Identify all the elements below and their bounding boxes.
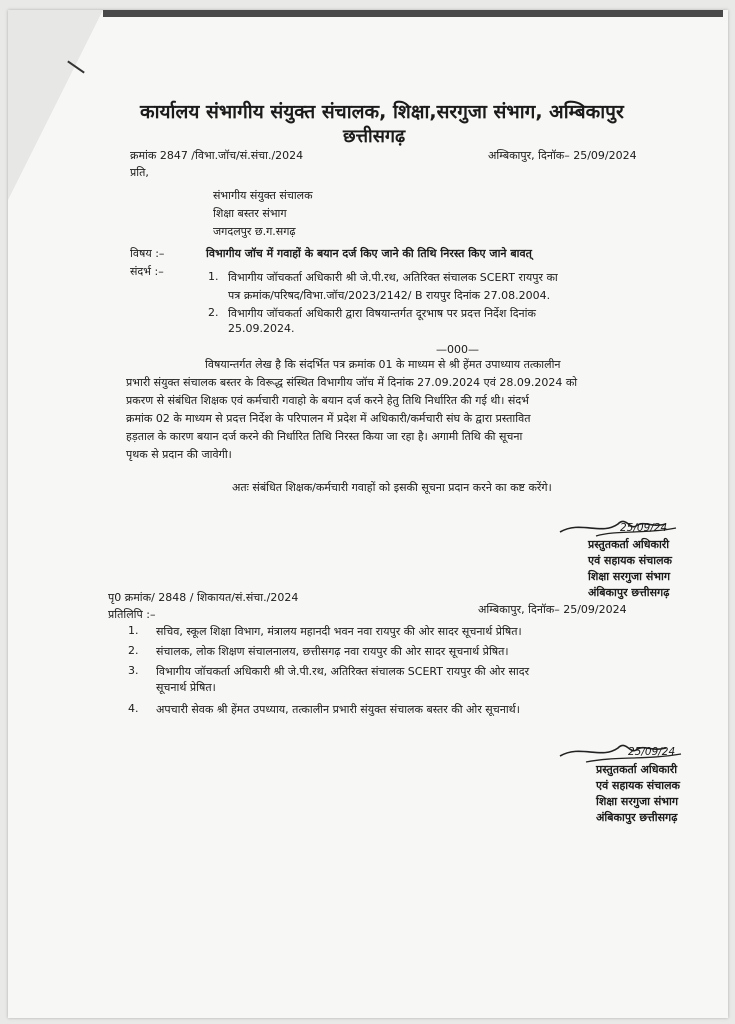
letter-number: क्रमांक 2847 /विभा.जॉच/सं.संचा./2024 (130, 149, 304, 162)
signatory-line: एवं सहायक संचालक (596, 779, 680, 792)
subject-label: विषय :– (130, 247, 165, 260)
signatory-line: एवं सहायक संचालक (588, 554, 672, 567)
prati-label: प्रति, (130, 166, 149, 179)
scan-edge-shadow (103, 10, 723, 17)
body-line: विषयान्तर्गत लेख है कि संदर्भित पत्र क्रमांक 01 के माध्यम से श्री हेंमत उपाध्याय तत्कालीन (205, 358, 561, 371)
copy-num: 1. (128, 624, 139, 637)
body-line: क्रमांक 02 के माध्यम से प्रदत्त निर्देश के परिपालन में प्रदेश में अधिकारी/कर्मचारी संघ के द्वारा प्रस्तावित (126, 412, 531, 425)
signatory-line: शिक्षा सरगुजा संभाग (588, 570, 671, 583)
body-line: पृथक से प्रदान की जावेगी। (126, 448, 232, 461)
reference-text: विभागीय जॉचकर्ता अधिकारी द्वारा विषयान्तर्गत दूरभाष पर प्रदत्त निर्देश दिनांक (228, 307, 536, 320)
office-heading: कार्यालय संभागीय संयुक्त संचालक, शिक्षा,सरगुजा संभाग, अम्बिकापुर (140, 101, 624, 123)
copy-num: 3. (128, 664, 139, 677)
subject-text: विभागीय जॉच में गवाहों के बयान दर्ज किए जाने की तिथि निरस्त किए जाने बावत् (206, 247, 532, 260)
reference-text: 25.09.2024. (228, 322, 295, 335)
copy-num: 4. (128, 702, 139, 715)
copy-text: विभागीय जॉचकर्ता अधिकारी श्री जे.पी.रथ, अतिरिक्त संचालक SCERT रायपुर की ओर सादर (156, 665, 530, 678)
addressee-line: शिक्षा बस्तर संभाग (213, 207, 287, 220)
copy-num: 2. (128, 644, 139, 657)
body-line: हड़ताल के कारण बयान दर्ज करने की निर्धारित तिथि निरस्त किया जा रहा है। अगामी तिथि की सूचना (126, 430, 523, 443)
signatory-line: प्रस्तुतकर्ता अधिकारी (596, 763, 678, 776)
reference-num: 1. (208, 270, 219, 283)
copy-text: सूचनार्थ प्रेषित। (156, 681, 216, 694)
addressee-line: संभागीय संयुक्त संचालक (213, 189, 313, 202)
body-line: प्रकरण से संबंधित शिक्षक एवं कर्मचारी गवाहो के बयान दर्ज करने हेतु तिथि निर्धारित की गई थी। संदर्भ (126, 394, 529, 407)
office-heading-state: छत्तीसगढ़ (343, 126, 406, 147)
separator: —000— (436, 343, 479, 356)
copy-text: सचिव, स्कूल शिक्षा विभाग, मंत्रालय महानदी भवन नवा रायपुर की ओर सादर सूचनार्थ प्रेषित। (156, 625, 522, 638)
signatory-line: अंबिकापुर छत्तीसगढ़ (596, 811, 678, 824)
closing-line: अतः संबंधित शिक्षक/कर्मचारी गवाहों को इसकी सूचना प्रदान करने का कष्ट करेंगे। (232, 481, 552, 494)
signatory-line: प्रस्तुतकर्ता अधिकारी (588, 538, 670, 551)
letter-page (8, 10, 728, 1018)
reference-text: पत्र क्रमांक/परिषद/विभा.जॉच/2023/2142/ B रायपुर दिनांक 27.08.2004. (228, 289, 551, 302)
folded-corner (8, 10, 103, 200)
signature-date: 25/09/24 (628, 746, 676, 758)
copy-text: संचालक, लोक शिक्षण संचालनालय, छत्तीसगढ़ नवा रायपुर की ओर सादर सूचनार्थ प्रेषित। (156, 645, 509, 658)
reference-text: विभागीय जॉचकर्ता अधिकारी श्री जे.पी.रथ, अतिरिक्त संचालक SCERT रायपुर का (228, 271, 558, 284)
signatory-line: अंबिकापुर छत्तीसगढ़ (588, 586, 670, 599)
addressee-line: जगदलपुर छ.ग.सगढ़ (213, 225, 296, 238)
letter-date: अम्बिकापुर, दिनॉक– 25/09/2024 (488, 149, 637, 162)
copy-text: अपचारी सेवक श्री हेंमत उपध्याय, तत्कालीन प्रभारी संयुक्त संचालक बस्तर की ओर सूचनार्थ। (156, 703, 520, 716)
reference-label: संदर्भ :– (130, 265, 164, 278)
copy-letter-date: अम्बिकापुर, दिनॉक– 25/09/2024 (478, 603, 627, 616)
reference-num: 2. (208, 306, 219, 319)
body-line: प्रभारी संयुक्त संचालक बस्तर के विरूद्ध संस्थित विभागीय जॉच में दिनांक 27.09.2024 एवं 28.09.2024 को (126, 376, 578, 389)
copy-letter-number: पृ0 क्रमांक/ 2848 / शिकायत/सं.संचा./2024 (108, 591, 299, 604)
signature-date: 25/09/24 (620, 522, 668, 534)
copy-label: प्रतिलिपि :– (108, 608, 156, 621)
signatory-line: शिक्षा सरगुजा संभाग (596, 795, 679, 808)
